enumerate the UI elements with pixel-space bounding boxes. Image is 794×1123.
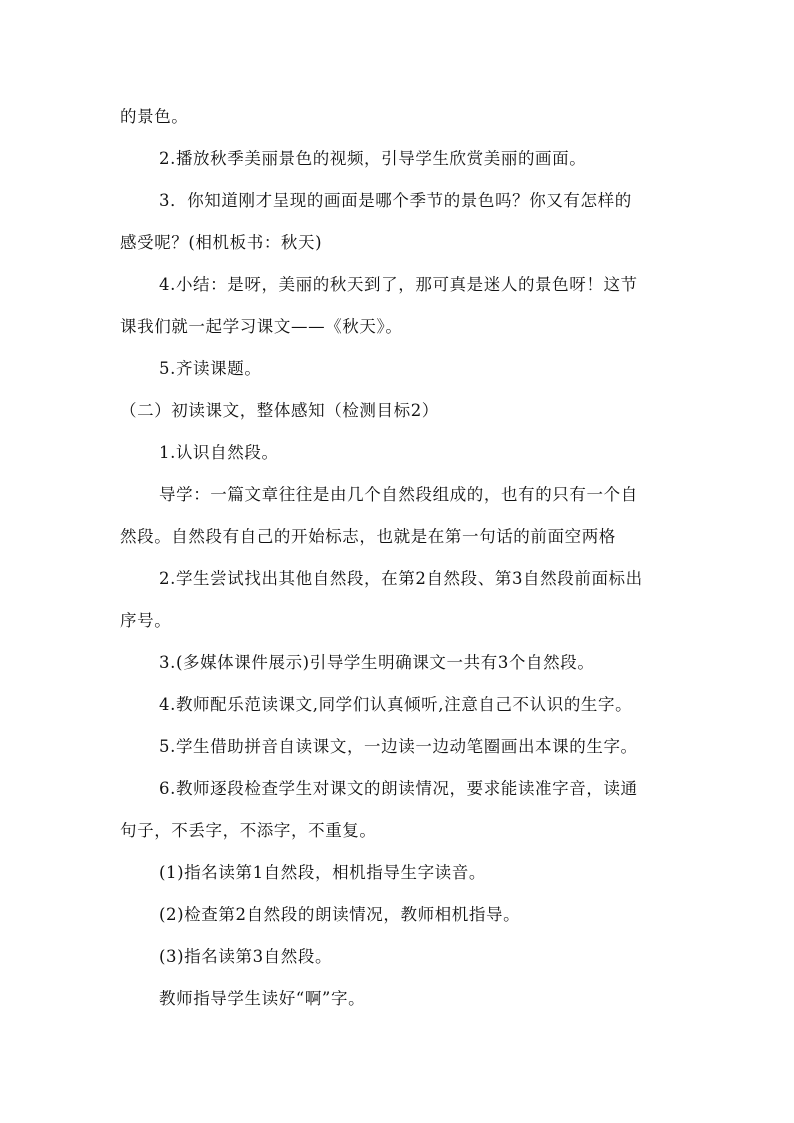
text-line: 导学：一篇文章往往是由几个自然段组成的，也有的只有一个自 bbox=[159, 485, 638, 504]
text-line: 3．你知道刚才呈现的画面是哪个季节的景色吗？你又有怎样的 bbox=[159, 191, 632, 210]
text-line: (3)指名读第3自然段。 bbox=[159, 947, 333, 966]
text-line: 2.播放秋季美丽景色的视频，引导学生欣赏美丽的画面。 bbox=[159, 149, 587, 168]
text-line: 3.(多媒体课件展示)引导学生明确课文一共有3个自然段。 bbox=[159, 653, 595, 672]
text-line: 课我们就一起学习课文——《秋天》。 bbox=[120, 317, 403, 336]
text-line: 4.教师配乐范读课文,同学们认真倾听,注意自己不认识的生字。 bbox=[159, 695, 633, 714]
text-line: 序号。 bbox=[120, 611, 172, 630]
text-line: 2.学生尝试找出其他自然段，在第2自然段、第3自然段前面标出 bbox=[159, 569, 643, 588]
text-line: 6.教师逐段检查学生对课文的朗读情况，要求能读准字音，读通 bbox=[159, 779, 638, 798]
text-line: 然段。自然段有自己的开始标志，也就是在第一句话的前面空两格 bbox=[120, 527, 616, 546]
text-line: (2)检查第2自然段的朗读情况，教师相机指导。 bbox=[159, 905, 521, 924]
section-heading: （二）初读课文，整体感知（检测目标2） bbox=[120, 401, 439, 420]
text-line: (1)指名读第1自然段，相机指导生字读音。 bbox=[159, 863, 486, 882]
text-line: 的景色。 bbox=[120, 107, 189, 126]
text-line: 1.认识自然段。 bbox=[159, 443, 279, 462]
text-line: 4.小结：是呀，美丽的秋天到了，那可真是迷人的景色呀！这节 bbox=[159, 275, 638, 294]
text-line: 教师指导学生读好“啊”字。 bbox=[159, 989, 366, 1008]
text-line: 5.学生借助拼音自读课文，一边读一边动笔圈画出本课的生字。 bbox=[159, 737, 638, 756]
text-line: 感受呢？(相机板书：秋天) bbox=[120, 233, 323, 252]
text-line: 句子，不丢字，不添字，不重复。 bbox=[120, 821, 377, 840]
text-line: 5.齐读课题。 bbox=[159, 359, 262, 378]
